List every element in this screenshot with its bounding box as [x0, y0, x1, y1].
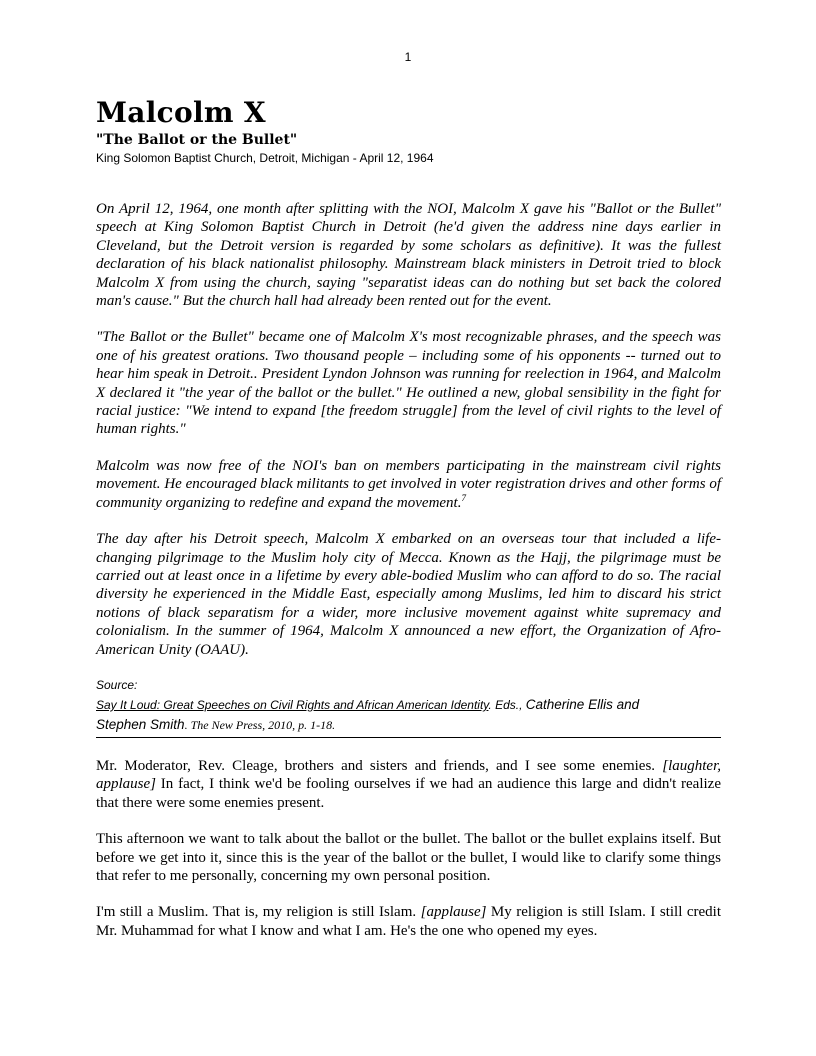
source-eds: . Eds.,	[488, 697, 526, 712]
speech-paragraph-3-text-a: I'm still a Muslim. That is, my religion is still Islam.	[96, 904, 421, 921]
source-citation	[96, 675, 721, 738]
intro-paragraph-4: The day after his Detroit speech, Malcolm X embarked on an overseas tour that included a life-changing pilgrimage to the Muslim holy city of Mecca. Known as the Hajj, the pilgrimage must be carried out at least once in a lifetime by every able-bodied Muslim who can afford to do so. The racial diversity he experienced in the Middle East, especially among Muslims, led him to discard his strict notions of black separatism for a wider, more inclusive movement against white supremacy and colonialism. In the summer of 1964, Malcolm X announced a new effort, the Organization of Afro-American Unity (OAAU).	[96, 531, 721, 658]
source-line-1	[96, 695, 721, 715]
speech-venue: King Solomon Baptist Church, Detroit, Michigan - April 12, 1964	[96, 151, 434, 165]
intro-paragraph-3	[96, 457, 721, 512]
speech-text	[96, 757, 721, 940]
intro-paragraph-3-text: Malcolm was now free of the NOI's ban on members participating in the mainstream civil rights movement. He encouraged black militants to get involved in voter registration drives and other forms of community organizing to redefine and expand the movement.	[96, 457, 721, 511]
speech-paragraph-1-text-b: In fact, I think we'd be fooling ourselves if we had an audience this large and didn't realize that there were some enemies present.	[96, 776, 721, 811]
speech-paragraph-2: This afternoon we want to talk about the ballot or the bullet. The ballot or the bullet explains itself. But before we get into it, since this is the year of the ballot or the bullet, I would like to clarify some things that refer to me personally, concerning my own personal position.	[96, 831, 721, 884]
speech-paragraph-1-text-a: Mr. Moderator, Rev. Cleage, brothers and sisters and friends, and I see some enemies.	[96, 757, 663, 774]
document-title: Malcolm X	[96, 96, 266, 129]
source-label: Source:	[96, 677, 138, 692]
source-publisher: . The New Press, 2010, p. 1-18.	[184, 717, 336, 732]
intro-paragraph-2: "The Ballot or the Bullet" became one of Malcolm X's most recognizable phrases, and the speech was one of his greatest orations. Two thousand people – including some of his opponents -- turned out to hear him speak in Detroit.. President Lyndon Johnson was running for reelection in 1964, and Malcolm X declared it "the year of the ballot or the bullet." He outlined a new, global sensibility in the fight for racial justice: "We intend to expand [the freedom struggle] from the level of civil rights to the level of human rights."	[96, 329, 721, 438]
footnote-marker: 7	[461, 492, 466, 503]
source-editors-line-1: Catherine Ellis and	[525, 696, 640, 712]
speech-subtitle: "The Ballot or the Bullet"	[96, 132, 298, 148]
intro-paragraph-1: On April 12, 1964, one month after splitting with the NOI, Malcolm X gave his "Ballot or the Bullet" speech at King Solomon Baptist Church in Detroit (he'd given the address nine days earlier in Cleveland, but the Detroit version is regarded by some scholars as definitive). It was the fullest declaration of his black nationalist philosophy. Mainstream black ministers in Detroit tried to block Malcolm X from using the church, saying "separatist ideas can do nothing but set back the colored man's cause." But the church hall had already been rented out for the event.	[96, 201, 721, 310]
speech-paragraph-3-text-b: My religion is still Islam. I still credit Mr. Muhammad for what I know and what I am. He's the one who opened my eyes.	[96, 904, 722, 939]
source-book-title[interactable]: Say It Loud: Great Speeches on Civil Rights and African American Identity	[96, 697, 489, 712]
speech-paragraph-1	[96, 757, 721, 812]
stage-direction: [applause]	[420, 904, 487, 921]
source-editors-line-2: Stephen Smith	[96, 716, 185, 732]
stage-direction: [laughter, applause]	[96, 757, 721, 793]
introduction	[96, 200, 721, 659]
page-number: 1	[404, 50, 412, 64]
document-body	[96, 96, 721, 958]
source-line-2	[96, 715, 721, 735]
speech-paragraph-3	[96, 903, 721, 940]
